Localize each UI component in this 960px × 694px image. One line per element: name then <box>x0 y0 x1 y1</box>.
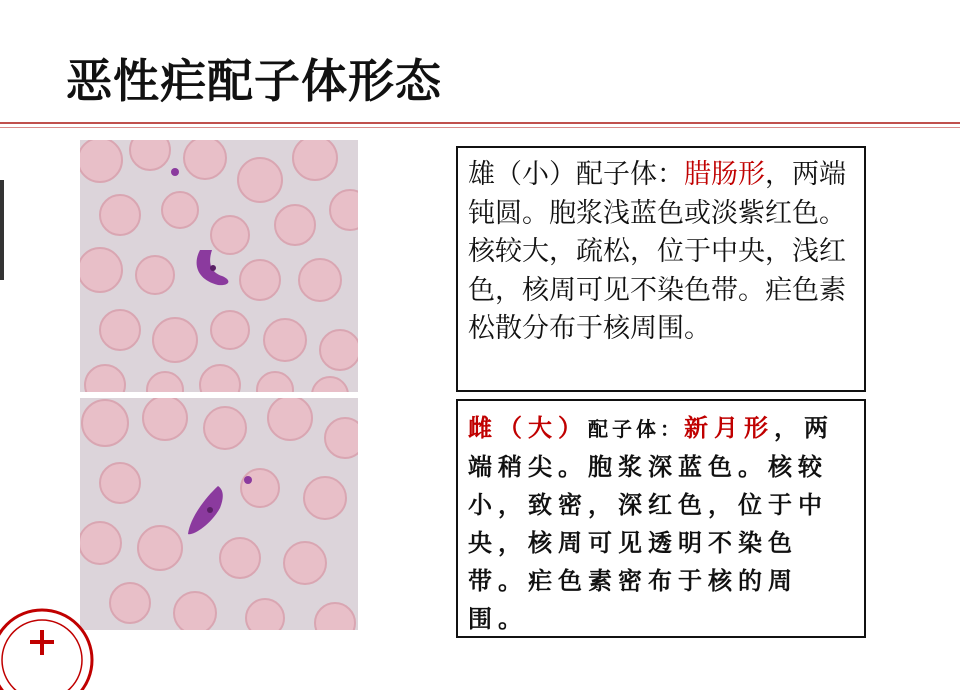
female-shape: 新月形 <box>684 413 774 442</box>
female-label: 雌（大） <box>468 413 588 442</box>
male-shape: 腊肠形 <box>684 159 765 190</box>
female-label-2: 配子体： <box>588 417 684 441</box>
male-label: 雄（小）配子体： <box>468 159 684 190</box>
male-description-text <box>468 156 854 349</box>
female-description-text <box>468 409 852 638</box>
page-title: 恶性疟配子体形态 <box>66 54 442 108</box>
male-gametocyte-description <box>456 146 866 392</box>
university-seal-logo <box>0 600 102 690</box>
female-gametocyte-description <box>456 399 866 638</box>
male-gametocyte-micrograph <box>80 140 358 392</box>
female-text: ，两端稍尖。胞浆深蓝色。核较小，致密，深红色，位于中央，核周可见透明不染色带。疟色素密布于核的周围。 <box>468 413 834 633</box>
left-edge-bar <box>0 180 4 280</box>
male-text: ，两端钝圆。胞浆浅蓝色或淡紫红色。核较大，疏松，位于中央，浅红色，核周可见不染色带。疟色素松散分布于核周围。 <box>468 159 846 344</box>
female-gametocyte-micrograph <box>80 398 358 630</box>
title-rule-thin <box>0 127 960 128</box>
title-rule <box>0 122 960 124</box>
